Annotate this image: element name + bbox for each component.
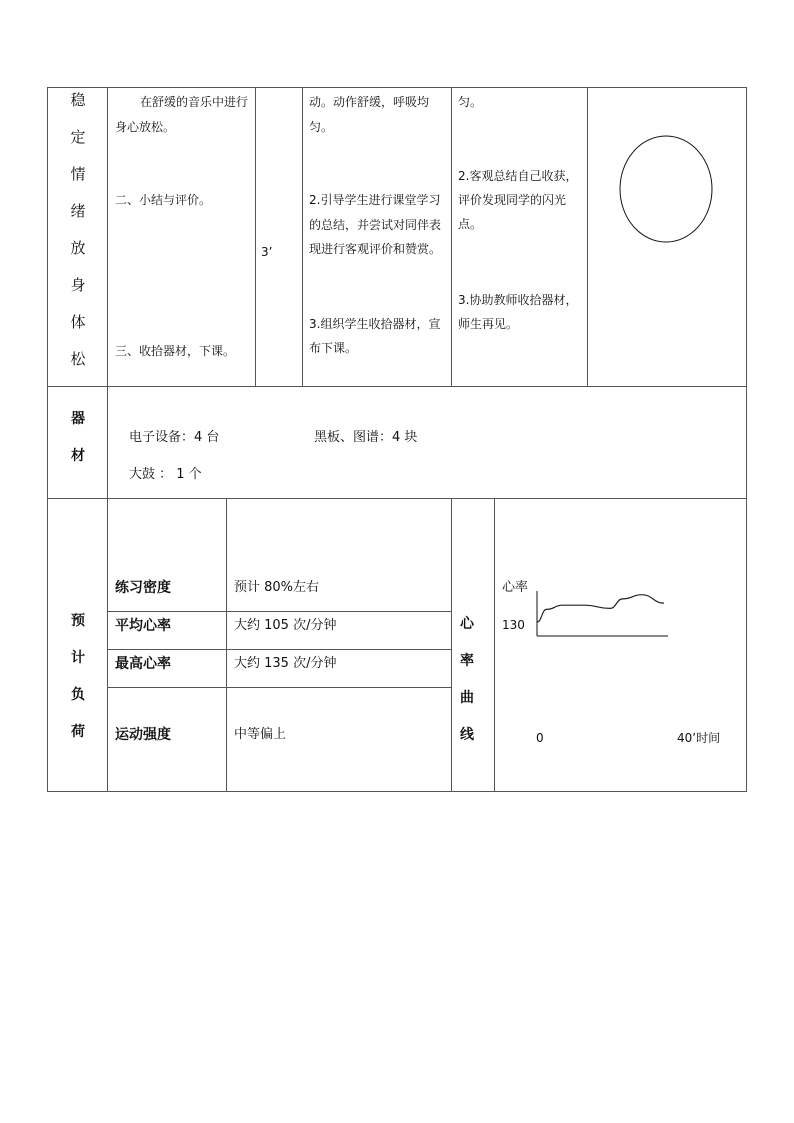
- section-label-stable: 稳 定 情 绪 放 身 体 松: [70, 91, 86, 368]
- table-row-divider: [107, 649, 452, 650]
- table-col-divider: [587, 87, 588, 387]
- chart-x-start-label: 0: [536, 731, 544, 745]
- teacher-text: 的总结，并尝试对同伴表: [309, 218, 442, 232]
- table-row-divider: [107, 611, 452, 612]
- teacher-text: 3.组织学生收拾器材，宣: [309, 317, 441, 331]
- table-col-divider: [107, 386, 108, 499]
- heart-rate-series-line: [537, 595, 664, 622]
- table-border-row1: [47, 386, 747, 387]
- student-text: 匀。: [458, 95, 483, 109]
- table-col-divider: [302, 87, 303, 387]
- table-border-top: [47, 87, 747, 88]
- student-text: 师生再见。: [458, 317, 519, 331]
- section-label-equipment: 器 材: [71, 411, 85, 464]
- table-border-right: [746, 87, 747, 387]
- table-border-row2: [47, 498, 747, 499]
- equipment-item: 黑板、图谱：4 块: [314, 430, 418, 445]
- heart-rate-chart: [530, 585, 675, 645]
- section-label-load: 预 计 负 荷: [71, 613, 85, 740]
- curve-label: 心 率 曲 线: [460, 616, 474, 743]
- teacher-text: 匀。: [309, 120, 334, 134]
- content-text: 身心放松。: [115, 120, 176, 134]
- teacher-text: 2.引导学生进行课堂学习: [309, 193, 441, 207]
- table-border-right: [746, 498, 747, 792]
- student-text: 2.客观总结自己收获，: [458, 169, 578, 183]
- teacher-text: 现进行客观评价和赞赏。: [309, 242, 442, 256]
- load-row-label: 最高心率: [115, 656, 171, 672]
- load-row-value: 预计 80%左右: [234, 580, 320, 595]
- load-row-label: 运动强度: [115, 727, 171, 743]
- chart-x-end-label: 40’时间: [677, 731, 721, 745]
- content-text: 在舒缓的音乐中进行: [140, 95, 249, 109]
- table-border-left: [47, 386, 48, 499]
- student-text: 点。: [458, 217, 483, 231]
- table-border-left: [47, 87, 48, 387]
- load-row-label: 平均心率: [115, 618, 171, 634]
- table-col-divider: [226, 498, 227, 792]
- table-border-left: [47, 498, 48, 792]
- student-text: 评价发现同学的闪光: [458, 193, 567, 207]
- equipment-item: 大鼓 ： 1 个: [129, 467, 202, 482]
- table-col-divider: [107, 498, 108, 792]
- table-col-divider: [451, 87, 452, 387]
- table-border-right: [746, 386, 747, 499]
- teacher-text: 动。动作舒缓，呼吸均: [309, 95, 430, 109]
- table-border-bottom: [47, 791, 747, 792]
- load-row-value: 大约 105 次/分钟: [234, 618, 337, 633]
- equipment-item: 电子设备：4 台: [129, 430, 220, 445]
- chart-ylabel: 心率: [502, 580, 529, 595]
- student-text: 3.协助教师收拾器材，: [458, 293, 578, 307]
- table-col-divider: [107, 87, 108, 387]
- teacher-text: 布下课。: [309, 341, 358, 355]
- table-row-divider: [107, 687, 452, 688]
- table-col-divider: [494, 498, 495, 792]
- chart-y-tick: 130: [502, 618, 525, 632]
- load-row-label: 练习密度: [115, 580, 171, 596]
- formation-circle-diagram: [618, 134, 714, 244]
- table-col-divider: [255, 87, 256, 387]
- time-value: 3’: [261, 245, 273, 259]
- load-row-value: 大约 135 次/分钟: [234, 656, 337, 671]
- content-item-2: 二、小结与评价。: [115, 193, 212, 207]
- load-row-value: 中等偏上: [234, 727, 287, 742]
- content-item-3: 三、收拾器材，下课。: [115, 344, 236, 358]
